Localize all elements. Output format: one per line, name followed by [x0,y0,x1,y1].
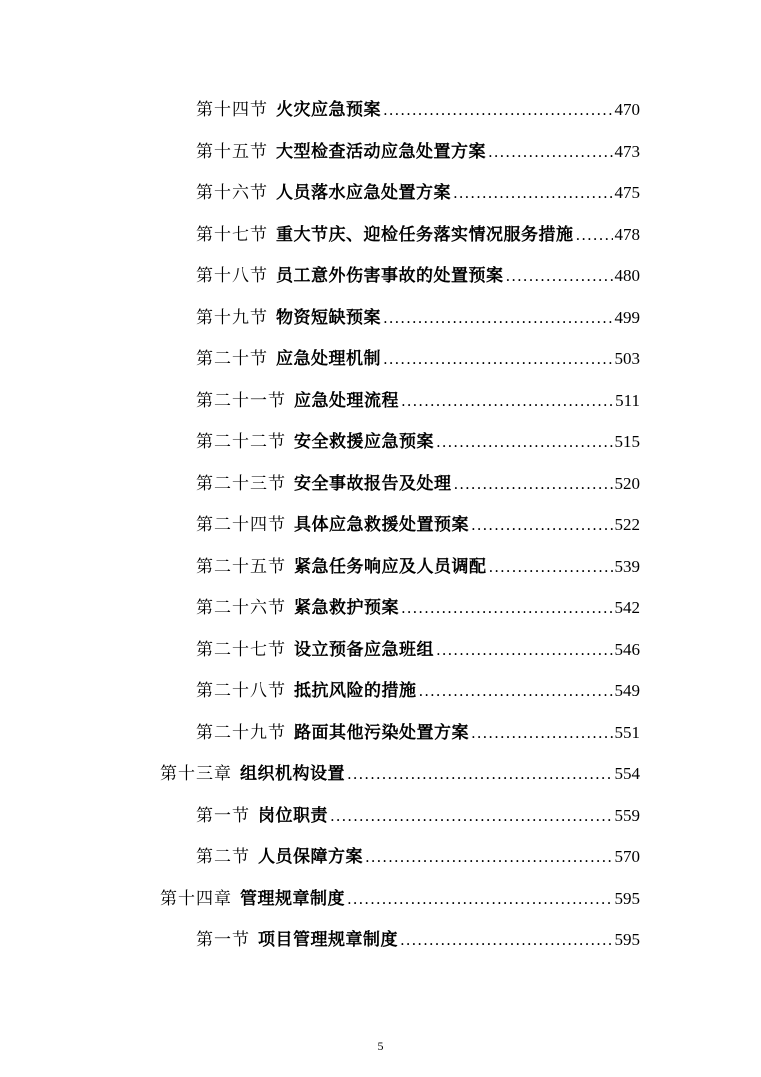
toc-dot-leader [330,801,613,831]
toc-entry-page: 546 [614,640,640,659]
toc-entry[interactable] [196,676,640,706]
toc-entry-title: 火灾应急预案 [276,100,381,120]
toc-entry-page: 470 [614,100,640,119]
toc-entry-label: 第二节 [196,847,250,867]
toc-entry-label: 第十四节 [196,100,268,120]
toc-dot-leader [436,427,613,457]
toc-entry-title: 紧急救护预案 [294,598,399,618]
toc-entry-label: 第二十四节 [196,515,286,535]
toc-entry-page: 595 [614,889,640,908]
toc-entry[interactable] [196,469,640,499]
toc-entry-title: 具体应急救援处置预案 [294,515,469,535]
toc-dot-leader [347,759,613,789]
toc-entry[interactable] [196,552,640,582]
toc-entry-label: 第十四章 [160,889,232,909]
toc-entry-title: 物资短缺预案 [276,308,381,328]
toc-entry-label: 第十三章 [160,764,232,784]
toc-entry[interactable] [196,427,640,457]
toc-entry[interactable] [196,842,640,872]
toc-entry-label: 第十六节 [196,183,268,203]
toc-entry-title: 员工意外伤害事故的处置预案 [276,266,504,286]
toc-entry-label: 第二十九节 [196,723,286,743]
toc-entry-title: 安全事故报告及处理 [294,474,452,494]
toc-dot-leader [471,718,613,748]
toc-dot-leader [401,386,613,416]
toc-dot-leader [488,137,613,167]
toc-entry-label: 第二十一节 [196,391,286,411]
toc-entry-page: 595 [614,930,640,949]
toc-entry-label: 第十五节 [196,142,268,162]
toc-entry[interactable] [196,344,640,374]
toc-entry[interactable] [196,261,640,291]
toc-entry-page: 503 [614,349,640,368]
toc-dot-leader [365,842,613,872]
toc-entry-page: 559 [614,806,640,825]
toc-entry-title: 安全救援应急预案 [294,432,434,452]
toc-dot-leader [506,261,613,291]
toc-entry-label: 第十九节 [196,308,268,328]
toc-entry-title: 人员保障方案 [258,847,363,867]
toc-entry-title: 岗位职责 [258,806,328,826]
toc-entry-label: 第十八节 [196,266,268,286]
toc-chapter-entry[interactable] [160,884,640,914]
toc-entry-page: 570 [614,847,640,866]
toc-entry-label: 第一节 [196,930,250,950]
toc-entry-page: 499 [614,308,640,327]
toc-entry-page: 542 [614,598,640,617]
toc-entry-title: 应急处理机制 [276,349,381,369]
toc-entry[interactable] [196,386,640,416]
toc-entry-title: 设立预备应急班组 [294,640,434,660]
toc-entry-page: 522 [614,515,640,534]
toc-entry-label: 第一节 [196,806,250,826]
toc-dot-leader [400,925,613,955]
toc-entry-label: 第二十五节 [196,557,286,577]
toc-dot-leader [383,303,613,333]
toc-entry-title: 人员落水应急处置方案 [276,183,451,203]
toc-entry-label: 第二十六节 [196,598,286,618]
toc-chapter-entry[interactable] [160,759,640,789]
toc-dot-leader [489,552,613,582]
toc-entry-label: 第二十二节 [196,432,286,452]
toc-entry-page: 539 [614,557,640,576]
toc-entry-page: 551 [614,723,640,742]
toc-entry[interactable] [196,925,640,955]
toc-dot-leader [347,884,613,914]
toc-entry[interactable] [196,95,640,125]
toc-dot-leader [383,95,613,125]
toc-entry-title: 重大节庆、迎检任务落实情况服务措施 [276,225,574,245]
toc-entry-page: 515 [614,432,640,451]
toc-entry[interactable] [196,303,640,333]
toc-entry-title: 紧急任务响应及人员调配 [294,557,487,577]
toc-entry-page: 478 [614,225,640,244]
toc-entry-title: 大型检查活动应急处置方案 [276,142,486,162]
toc-dot-leader [471,510,613,540]
toc-entry-page: 554 [614,764,640,783]
toc-entry[interactable] [196,718,640,748]
toc-entry-label: 第二十三节 [196,474,286,494]
toc-entry-title: 组织机构设置 [240,764,345,784]
toc-entry-title: 抵抗风险的措施 [294,681,417,701]
toc-entry-label: 第二十八节 [196,681,286,701]
toc-entry-title: 项目管理规章制度 [258,930,398,950]
toc-dot-leader [436,635,613,665]
toc-entry[interactable] [196,220,640,250]
toc-entry-page: 480 [614,266,640,285]
toc-dot-leader [401,593,613,623]
toc-dot-leader [419,676,613,706]
toc-dot-leader [383,344,613,374]
toc-entry-page: 549 [614,681,640,700]
toc-entry-page: 475 [614,183,640,202]
toc-entry[interactable] [196,593,640,623]
toc-dot-leader [453,178,613,208]
toc-entry[interactable] [196,137,640,167]
toc-entry-title: 应急处理流程 [294,391,399,411]
toc-entry-label: 第二十节 [196,349,268,369]
toc-entry-page: 511 [615,391,640,410]
toc-entry[interactable] [196,801,640,831]
toc-entry[interactable] [196,635,640,665]
toc-entry-page: 520 [614,474,640,493]
toc-entry-title: 路面其他污染处置方案 [294,723,469,743]
page-number: 5 [377,1039,384,1053]
toc-entry-title: 管理规章制度 [240,889,345,909]
toc-entry[interactable] [196,510,640,540]
toc-entry-label: 第二十七节 [196,640,286,660]
toc-dot-leader [576,220,613,250]
toc-dot-leader [454,469,613,499]
toc-entry[interactable] [196,178,640,208]
toc-entry-label: 第十七节 [196,225,268,245]
toc-entry-page: 473 [614,142,640,161]
